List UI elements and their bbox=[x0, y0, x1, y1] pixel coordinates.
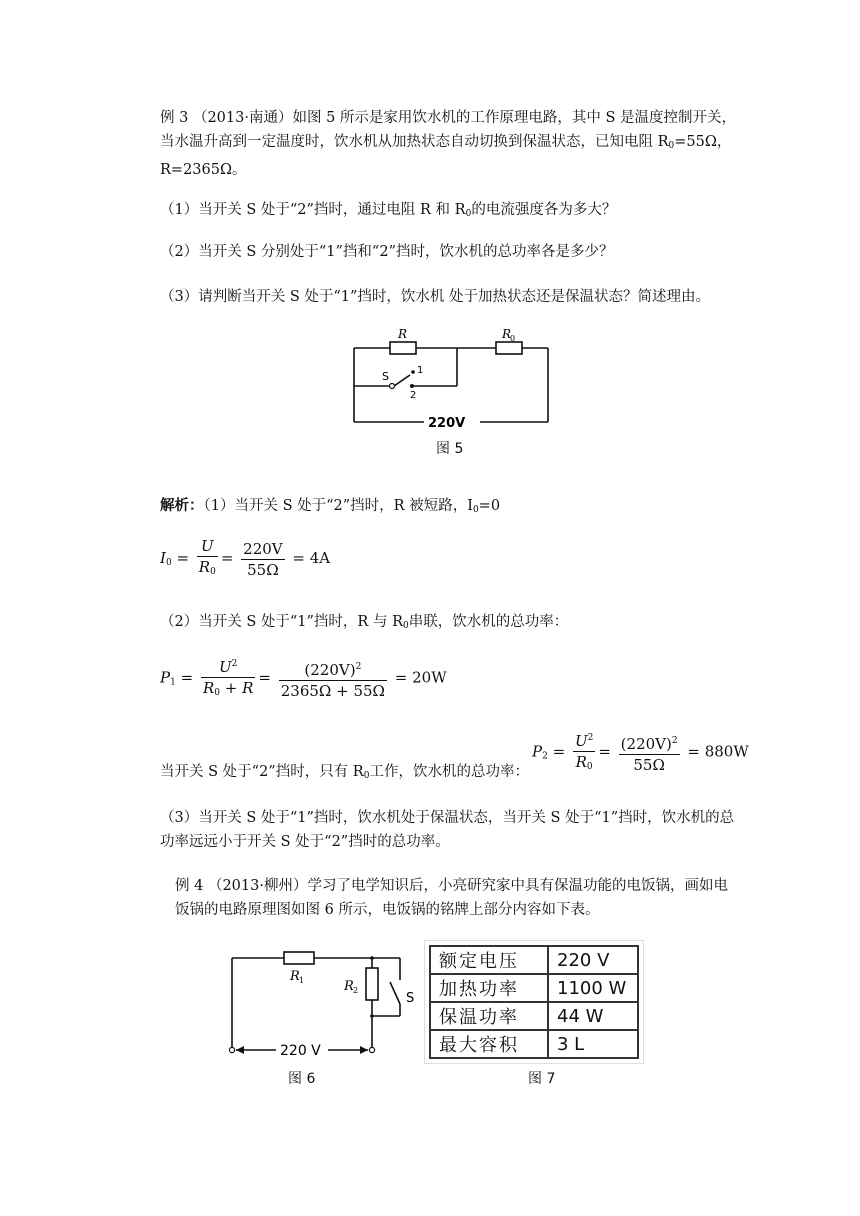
label-voltage: 220V bbox=[428, 416, 466, 431]
eq1-result: = 4A bbox=[292, 549, 331, 567]
eq3-num1-sup: 2 bbox=[587, 733, 594, 743]
eq1-num1: U bbox=[197, 536, 218, 557]
solution-heading: 解析： bbox=[160, 497, 204, 514]
resistor-r2 bbox=[366, 968, 378, 1000]
solution-step-1-text: （1）当开关 S 处于“2”挡时，R 被短路，I bbox=[203, 498, 473, 514]
solution-step-2: （2）当开关 S 处于“1”挡时，R 与 $R_0$串联，饮水机的总功率： bbox=[160, 614, 569, 631]
eq2-num2-sup: 2 bbox=[355, 661, 362, 672]
question-1-text: （1）当开关 S 处于“2”挡时，通过电阻 R 和 R bbox=[160, 202, 466, 218]
table-row bbox=[430, 1030, 638, 1058]
eq3-num2-sup: 2 bbox=[671, 735, 678, 746]
eq1-lhs-sub: 0 bbox=[165, 558, 172, 568]
solution-step-3-text: 当开关 S 处于“2”挡时，只有 R bbox=[160, 764, 364, 780]
label-r0-sub: 0 bbox=[510, 334, 516, 343]
figure-5-circuit bbox=[350, 326, 560, 438]
solution-step-3-end: 工作，饮水机的总功率： bbox=[369, 764, 529, 780]
question-2: （2）当开关 S 分别处于“1”挡和“2”挡时，饮水机的总功率各是多少？ bbox=[160, 244, 614, 260]
eq3-den1: R bbox=[575, 753, 587, 771]
solution-step-3: 当开关 S 处于“2”挡时，只有 $R_0$工作，饮水机的总功率： bbox=[160, 764, 529, 781]
equation-3: $P_2$ = $\frac{U^2}{R_0}$ = $\frac{(220V)^2}{55\Omega}$ = 880W bbox=[532, 728, 749, 777]
label-r2: R bbox=[344, 979, 354, 994]
eq2-result: = 20W bbox=[394, 668, 447, 687]
label-contact-2: 2 bbox=[410, 390, 417, 401]
eq1-den2: 55Ω bbox=[247, 560, 279, 579]
example-4-intro: 例 4 （2013·柳州）学习了电学知识后，小亮研究家中具有保温功能的电饭锅，画如电饭锅的电路原理图如图 6 所示，电饭锅的铭牌上部分内容如下表。 bbox=[175, 878, 728, 918]
figure-7-nameplate bbox=[424, 940, 644, 1064]
table-cell-key: 加热功率 bbox=[430, 974, 548, 1002]
label-voltage: 220 V bbox=[280, 1043, 321, 1059]
eq1-den1: R bbox=[198, 558, 211, 576]
table-cell-value: 44 W bbox=[548, 1002, 638, 1030]
table-cell-value: 220 V bbox=[548, 946, 638, 974]
table-cell-key: 额定电压 bbox=[430, 946, 548, 974]
eq1-lhs: I bbox=[160, 549, 166, 567]
eq3-result: = 880W bbox=[687, 742, 749, 761]
eq3-num2: (220V) bbox=[620, 734, 672, 753]
eq2-lhs-sub: 1 bbox=[170, 677, 176, 688]
question-1-text-end: 的电流强度各为多大？ bbox=[471, 202, 617, 218]
table-cell-key: 保温功率 bbox=[430, 1002, 548, 1030]
figure-5-caption: 图 5 bbox=[436, 441, 464, 457]
question-3: （3）请判断当开关 S 处于“1”挡时，饮水机 处于加热状态还是保温状态？简述理由。 bbox=[160, 289, 711, 305]
solution-step-2-text: （2）当开关 S 处于“1”挡时，R 与 R bbox=[160, 614, 403, 630]
example-3-text-end: =55Ω，R=2365Ω。 bbox=[160, 134, 732, 178]
label-contact-1: 1 bbox=[417, 365, 424, 376]
example-3-text: 例 3 （2013·南通）如图 5 所示是家用饮水机的工作原理电路，其中 S 是温度控制开关，当水温升高到一定温度时，饮水机从加热状态自动切换到保温状态，已知电阻 R bbox=[160, 110, 737, 150]
eq2-lhs: P bbox=[160, 668, 171, 687]
solution-step-1-end: =0 bbox=[478, 498, 501, 514]
table-cell-value: 3 L bbox=[548, 1030, 638, 1058]
table-row bbox=[430, 974, 638, 1002]
figure-6-circuit bbox=[222, 940, 422, 1066]
eq2-frac-1 bbox=[201, 654, 255, 703]
table-row bbox=[430, 1002, 638, 1030]
label-r1-sub: 1 bbox=[299, 976, 305, 985]
eq3-den2: 55Ω bbox=[633, 755, 665, 774]
eq3-frac-1 bbox=[573, 728, 595, 777]
eq2-num1-sup: 2 bbox=[231, 659, 238, 669]
table-row bbox=[430, 946, 638, 974]
label-r1: R bbox=[290, 969, 300, 984]
eq3-frac-2 bbox=[619, 731, 680, 775]
nameplate-table bbox=[429, 945, 639, 1059]
table-cell-value: 1100 W bbox=[548, 974, 638, 1002]
eq2-den2: 2365Ω + 55Ω bbox=[280, 681, 385, 700]
label-r2-sub: 2 bbox=[353, 986, 359, 995]
eq1-num2: 220V bbox=[243, 539, 283, 558]
eq1-den1-sub: 0 bbox=[210, 567, 216, 577]
label-r: R bbox=[398, 327, 408, 341]
eq3-num1: U bbox=[574, 732, 588, 750]
eq2-frac-2 bbox=[279, 657, 387, 701]
eq3-den1-sub: 0 bbox=[586, 762, 593, 772]
eq1-frac-1 bbox=[197, 536, 218, 582]
example-3-intro: 例 3 （2013·南通）如图 5 所示是家用饮水机的工作原理电路，其中 S 是温度控制开关，当水温升高到一定温度时，饮水机从加热状态自动切换到保温状态，已知电阻 $R_0=55\Omega$，R=2365Ω。 bbox=[160, 110, 737, 178]
eq2-den1-sub: 0 bbox=[214, 688, 220, 698]
equation-2: $P_1$ = $\frac{U^2}{R_0 + R}$ = $\frac{(220V)^2}{2365\Omega + 55\Omega}$ = 20W bbox=[160, 654, 447, 703]
eq2-num1: U bbox=[218, 658, 232, 676]
resistor-r bbox=[390, 342, 416, 354]
eq2-num2: (220V) bbox=[304, 660, 356, 679]
label-s: S bbox=[382, 370, 389, 383]
equation-1: $I_0$ = $\frac{U}{R_0}$ = $\frac{220V}{55\Omega}$ = 4A bbox=[160, 536, 330, 582]
solution-step-2-end: 串联，饮水机的总功率： bbox=[408, 614, 569, 630]
eq1-frac-2 bbox=[241, 539, 284, 580]
figure-6-caption: 图 6 bbox=[288, 1071, 316, 1087]
eq3-lhs-sub: 2 bbox=[542, 751, 548, 762]
label-r0: R bbox=[502, 327, 512, 341]
solution-step-1: 解析：（1）当开关 S 处于“2”挡时，R 被短路，$I_0=0$ bbox=[160, 497, 501, 515]
table-cell-key: 最大容积 bbox=[430, 1030, 548, 1058]
resistor-r0 bbox=[496, 342, 522, 354]
figure-7-caption: 图 7 bbox=[528, 1071, 556, 1087]
eq2-den1-b: + R bbox=[224, 679, 254, 697]
solution-step-4: （3）当开关 S 处于“1”挡时，饮水机处于保温状态，当开关 S 处于“1”挡时，饮水机的总功率远远小于开关 S 处于“2”挡时的总功率。 bbox=[160, 810, 735, 850]
resistor-r1 bbox=[284, 952, 314, 964]
eq3-lhs: P bbox=[532, 742, 543, 761]
eq2-den1-a: R bbox=[202, 679, 215, 697]
question-1: （1）当开关 S 处于“2”挡时，通过电阻 R 和 $R_0$的电流强度各为多大？ bbox=[160, 202, 617, 219]
label-s: S bbox=[406, 991, 415, 1006]
